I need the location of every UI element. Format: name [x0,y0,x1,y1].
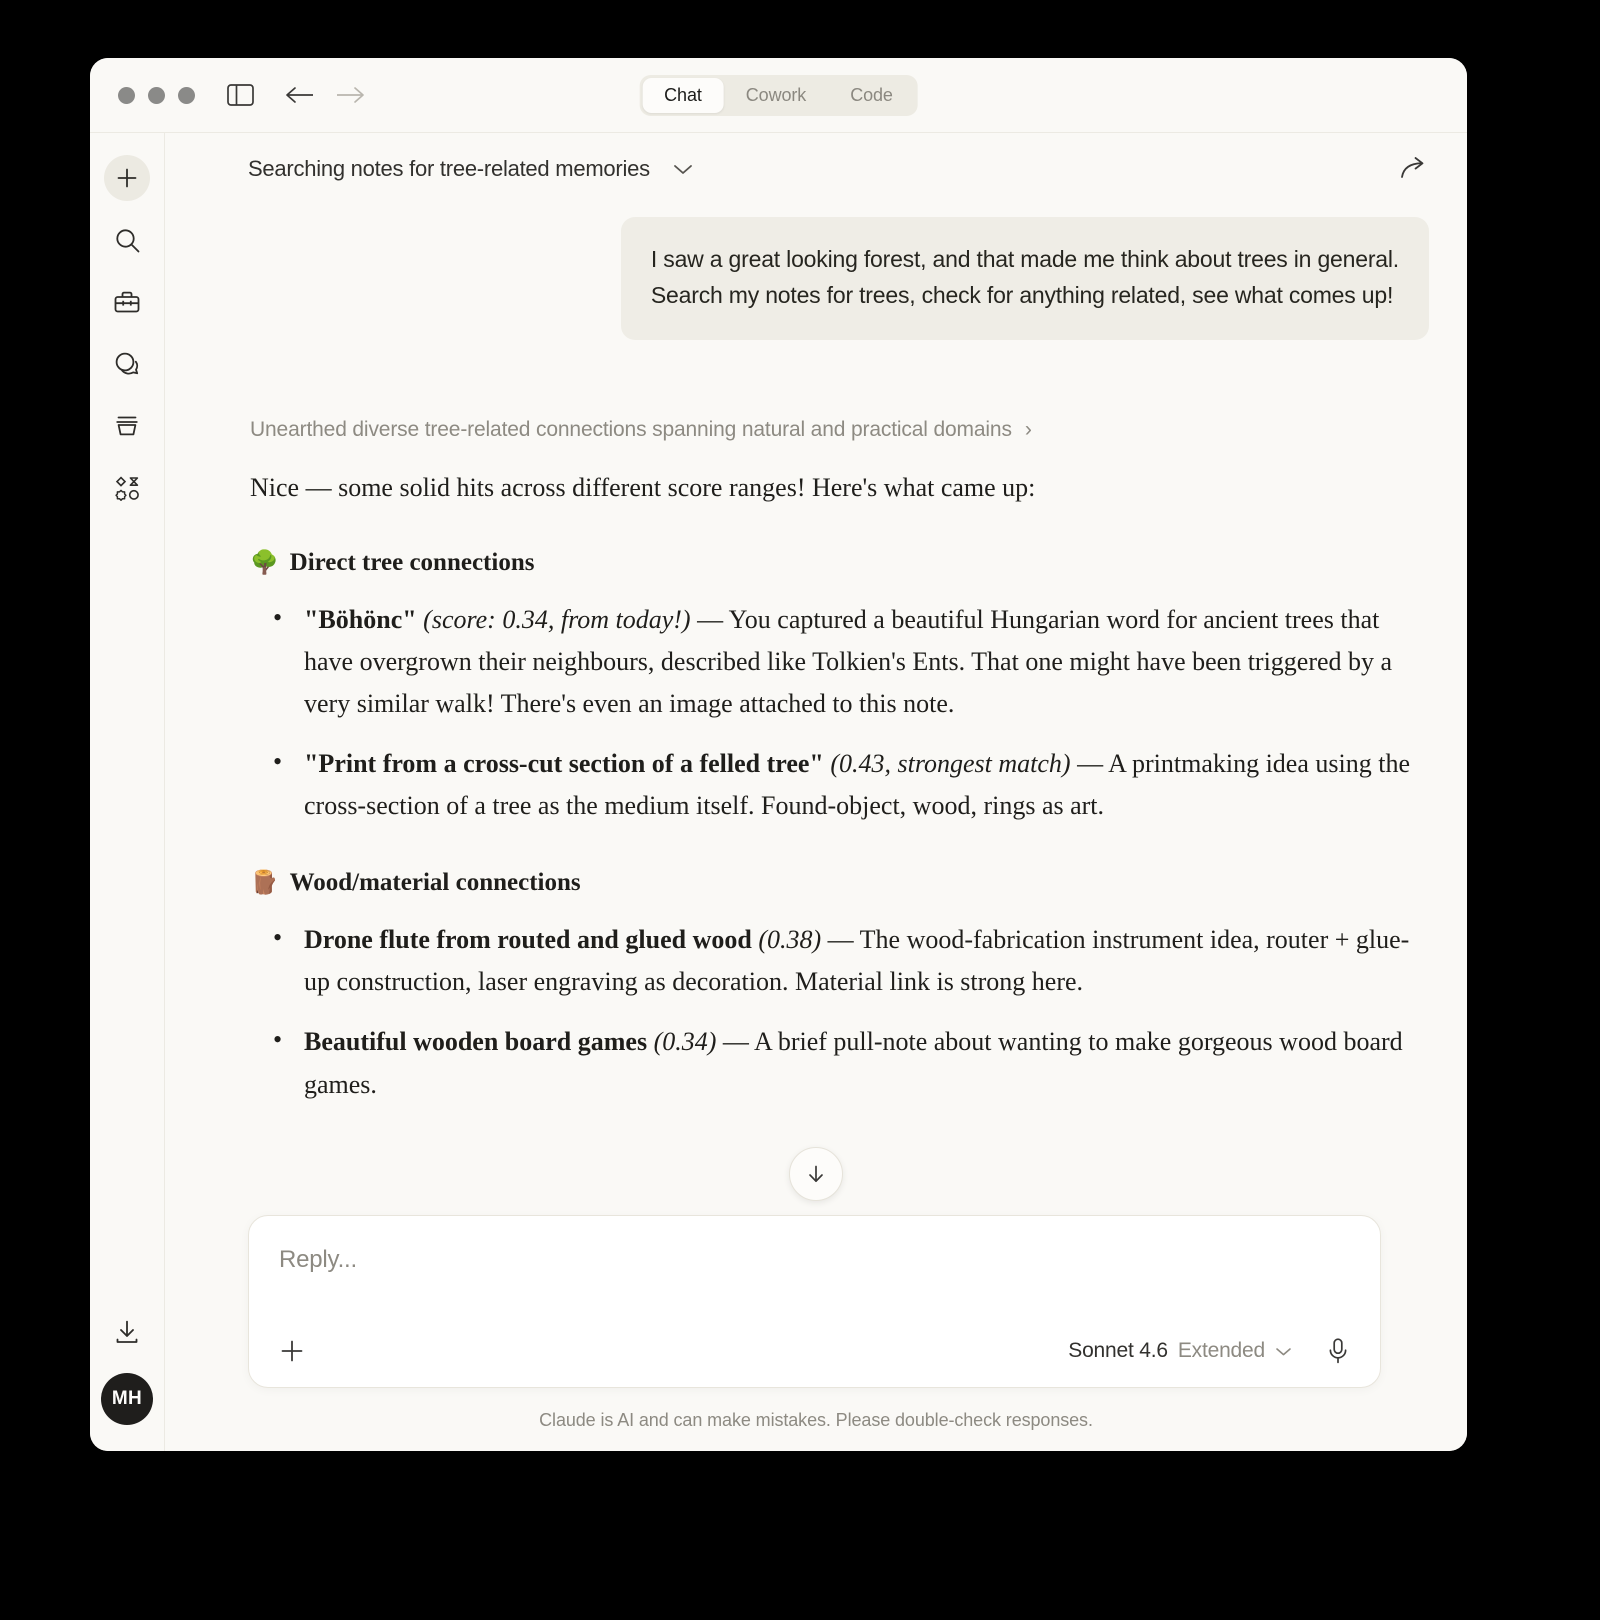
user-message-bubble [621,217,1429,340]
scroll-to-bottom-button[interactable] [789,1147,843,1201]
search-button[interactable] [104,217,150,263]
page-title: Searching notes for tree-related memories [248,156,650,181]
section-heading [250,549,1429,577]
bullet-title: Drone flute from routed and glued wood [304,925,752,955]
microphone-button[interactable] [1326,1337,1350,1365]
composer-wrapper [165,1215,1467,1388]
thinking-summary[interactable] [250,418,1429,442]
new-chat-button[interactable] [104,155,150,201]
wood-log-icon: 🪵 [250,870,279,897]
conversation-header [165,133,1467,205]
user-message-line-2: Search my notes for trees, check for anything related, see what comes up! [650,282,1394,309]
archive-button[interactable] [104,403,150,449]
list-item [250,919,1429,1003]
user-message-line-1: I saw a great looking forest, and that made me think about trees in general. [650,246,1399,272]
bullet-body: — You captured a beautiful Hungarian word for ancient trees that have overgrown their neighbours, described like Tolkien's Ents. That one might have been triggered by a very similar walk! There's even an image attached to this note. [304,604,1393,718]
plus-icon [115,166,139,190]
title-bar [90,58,1467,133]
traffic-lights [118,87,195,104]
window-body [90,133,1467,1451]
thinking-summary-text: Unearthed diverse tree-related connections spanning natural and practical domains [250,417,1012,441]
main-panel [165,133,1467,1451]
reply-input[interactable]: Reply... [279,1246,357,1273]
download-button[interactable] [104,1309,150,1355]
bullet-list [250,599,1429,828]
bullet-title: "Böhönc" [304,604,417,634]
arrow-down-icon [805,1163,827,1185]
zoom-window-button[interactable] [178,87,195,104]
bullet-title: "Print from a cross-cut section of a felled tree" [304,748,824,778]
chevron-down-icon[interactable] [672,162,694,176]
list-item [250,743,1429,827]
disclaimer-text: Claude is AI and can make mistakes. Please double-check responses. [539,1410,1093,1430]
user-message-row [248,217,1429,340]
list-item [250,599,1429,725]
chat-bubbles-icon [113,351,141,377]
archive-icon [114,413,140,439]
left-rail [90,133,165,1451]
search-icon [114,227,141,254]
bullet-body: — A printmaking idea using the cross-section of a tree as the medium itself. Found-object, wood, rings as art. [304,748,1410,821]
mode-tabs [639,75,918,116]
tab-code[interactable]: Code [850,85,893,105]
toolbox-icon [113,289,141,315]
tree-icon: 🌳 [250,549,279,576]
avatar[interactable]: MH [101,1373,153,1425]
message-scroll-area[interactable] [165,205,1467,1215]
section-heading-label: Wood/material connections [289,869,581,897]
app-window [90,58,1467,1451]
chevron-down-icon[interactable] [1275,1346,1292,1357]
chevron-right-icon: › [1024,418,1032,442]
attach-button[interactable] [279,1338,305,1364]
section-heading [250,869,1429,897]
apps-button[interactable] [104,465,150,511]
chats-button[interactable] [104,341,150,387]
nav-back-icon[interactable] [283,78,317,112]
assistant-message [250,468,1429,1106]
share-arrow-icon[interactable] [1399,156,1429,182]
bullet-title: Beautiful wooden board games [304,1027,648,1057]
bullet-meta: (0.34) [653,1027,717,1057]
bullet-list [250,919,1429,1105]
bullet-body: — A brief pull-note about wanting to make gorgeous wood board games. [304,1027,1403,1099]
sidebar-toggle-icon[interactable] [223,78,257,112]
tab-chat[interactable]: Chat [642,78,724,113]
bullet-body: — The wood-fabrication instrument idea, router + glue-up construction, laser engraving as decoration. Material link is strong here. [304,925,1410,997]
model-name[interactable]: Sonnet 4.6 [1068,1339,1168,1362]
close-window-button[interactable] [118,87,135,104]
microphone-icon [1326,1337,1350,1365]
tab-cowork[interactable]: Cowork [745,85,807,105]
download-icon [114,1319,140,1345]
composer-toolbar [279,1337,1350,1365]
shapes-icon [114,475,141,502]
toolbox-button[interactable] [104,279,150,325]
nav-forward-icon[interactable] [333,78,367,112]
assistant-intro: Nice — some solid hits across different score ranges! Here's what came up: [250,472,1036,502]
bullet-meta: (score: 0.34, from today!) [423,604,691,634]
model-mode[interactable]: Extended [1177,1339,1265,1362]
bullet-meta: (0.38) [758,925,822,955]
plus-icon [279,1338,305,1364]
minimize-window-button[interactable] [148,87,165,104]
section-heading-label: Direct tree connections [289,548,535,576]
composer[interactable] [248,1215,1381,1388]
list-item [250,1021,1429,1105]
bullet-meta: (0.43, strongest match) [830,748,1071,778]
